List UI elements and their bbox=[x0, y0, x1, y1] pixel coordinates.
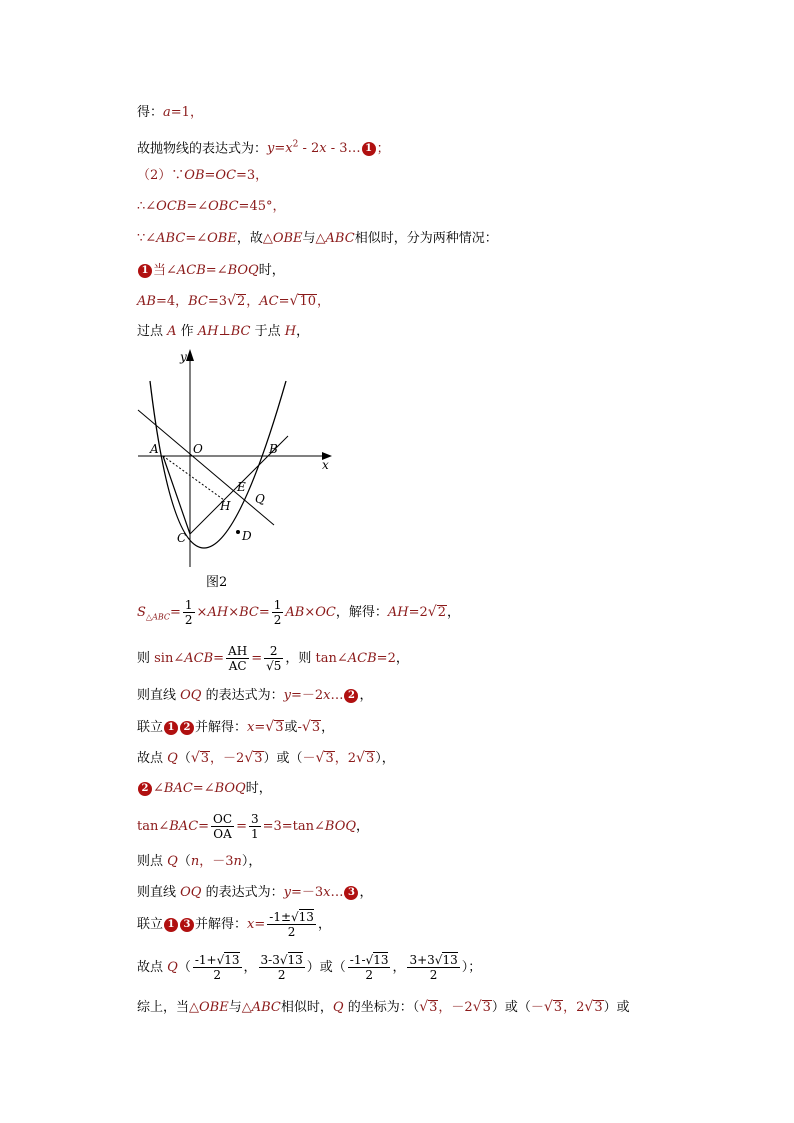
text-line: 则直线 OQ 的表达式为：y=－3x… 3 ， bbox=[137, 885, 373, 900]
text-line: 联立 1 3 并解得：x= $\frac{-1\pm√13}{2}$ ， bbox=[137, 910, 331, 939]
text-line: 故抛物线的表达式为：$y=x^2 - 2x$ - 3… 1 ； bbox=[137, 140, 390, 157]
text-line: 故点 Q（ $\frac{-1+√13}{2}$ ， $\frac{3-3√13}{2}$ ）或（ $\frac{-1-√13}{2}$ ， $\frac{3+3√13}{2}$ ）； bbox=[137, 953, 482, 982]
point-h-label: H bbox=[220, 499, 231, 513]
text-line: $S_{\triangle ABC}=$ $\frac{1}{2}$ ×AH×BC= $\frac{1}{2}$ AB×OC，解得：AH=2√2， bbox=[137, 598, 460, 627]
text-line: 则点 Q（n，－3n）， bbox=[137, 854, 262, 869]
text-line: 故点 Q（√3，－2√3）或（－√3，2√3）， bbox=[137, 750, 395, 766]
text-line: 联立 1 2 并解得：x=√3或-√3， bbox=[137, 719, 335, 735]
text-line: （2）∵OB=OC=3， bbox=[137, 168, 269, 183]
text-line: AB=4，BC=3√2，AC=√10， bbox=[137, 293, 330, 309]
text-line: 则直线 OQ 的表达式为：y=－2x… 2 ， bbox=[137, 688, 373, 703]
text-line: 则 sin∠ACB= $\frac{AH}{AC}$ = $\frac{2}{√5}$ ，则 tan∠ACB=2， bbox=[137, 644, 409, 673]
point-q-label: Q bbox=[255, 492, 265, 506]
text-line: ∴∠OCB=∠OBC=45°， bbox=[137, 199, 286, 214]
axis-x-label: x bbox=[322, 458, 329, 472]
text-line: 过点 A 作 AH⊥BC 于点 H， bbox=[137, 324, 310, 339]
point-a-label: A bbox=[150, 442, 159, 456]
point-b-label: B bbox=[269, 442, 278, 456]
point-d-label: D bbox=[242, 529, 252, 543]
text-line: 得：a=1， bbox=[137, 105, 203, 120]
text-line: tan∠BAC= $\frac{OC}{OA}$ = $\frac{3}{1}$ =3=tan∠BOQ， bbox=[137, 812, 370, 841]
axis-y-label: y bbox=[180, 350, 187, 364]
point-c-label: C bbox=[177, 531, 187, 545]
point-o-label: O bbox=[193, 442, 203, 456]
parabola-figure bbox=[134, 345, 344, 570]
text-line: ∵∠ABC=∠OBE，故△OBE与△ABC相似时，分为两种情况： bbox=[137, 231, 498, 246]
figure-caption: 图2 bbox=[206, 575, 228, 590]
text-line: 综上，当△OBE与△ABC相似时，Q 的坐标为：（√3，－2√3）或（－√3，2√3）或 bbox=[137, 999, 630, 1015]
point-e-label: E bbox=[237, 480, 246, 494]
text-line: 1 当∠ACB=∠BOQ时， bbox=[137, 262, 285, 280]
text-line: 2 ∠BAC=∠BOQ时， bbox=[137, 780, 272, 798]
